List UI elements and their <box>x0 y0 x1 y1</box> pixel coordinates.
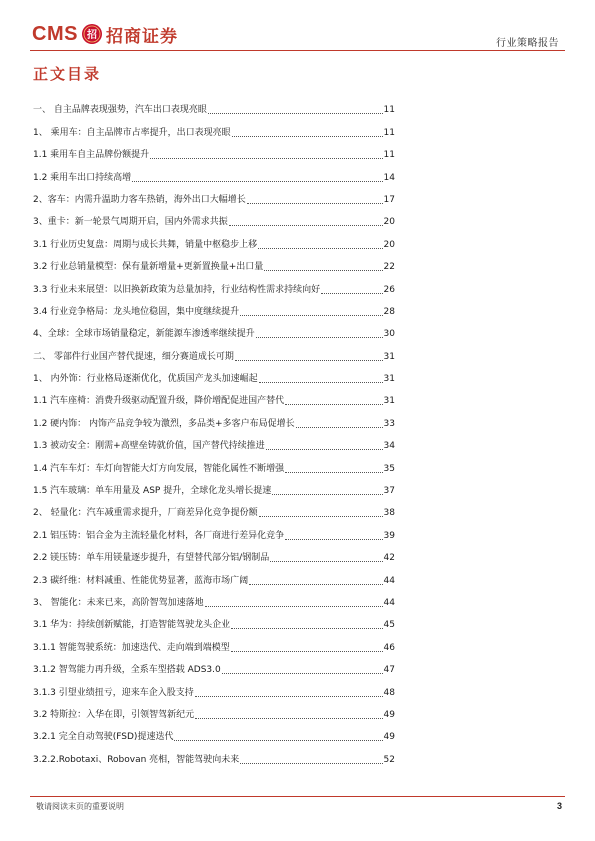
toc-leader-dots <box>231 628 382 629</box>
report-type-label: 行业策略报告 <box>496 38 559 49</box>
toc-leader-dots <box>208 113 383 114</box>
toc-leader-dots <box>247 203 383 204</box>
toc-entry[interactable] <box>33 251 395 273</box>
toc-entry[interactable] <box>33 273 395 295</box>
toc-entry-title: 3.1.2 智驾能力再升级，全系车型搭载 ADS3.0 <box>33 665 221 676</box>
toc-entry-title: 1.1 汽车座椅：消费升级驱动配置升级，降价增配促进国产替代 <box>33 396 285 407</box>
toc-leader-dots <box>222 673 383 674</box>
toc-entry-page: 52 <box>383 754 395 765</box>
toc-entry-page: 33 <box>383 418 395 429</box>
toc-entry-title: 3、重卡：新一轮景气周期开启，国内外需求共振 <box>33 217 228 228</box>
toc-entry-page: 30 <box>383 329 395 340</box>
toc-leader-dots <box>231 651 383 652</box>
toc-entry[interactable] <box>33 139 395 161</box>
toc-leader-dots <box>132 181 382 182</box>
toc-entry-page: 31 <box>383 374 395 385</box>
toc-entry[interactable] <box>33 542 395 564</box>
header-divider <box>30 50 565 51</box>
toc-entry[interactable] <box>33 587 395 609</box>
toc-entry-title: 2.3 碳纤维：材料减重、性能优势显著，蓝海市场广阔 <box>33 575 249 586</box>
toc-entry-page: 38 <box>383 508 395 519</box>
toc-leader-dots <box>256 337 383 338</box>
toc-leader-dots <box>285 472 382 473</box>
footer-divider <box>30 796 565 797</box>
toc-entry-title: 1.4 汽车车灯：车灯向智能大灯方向发展，智能化属性不断增强 <box>33 463 285 474</box>
toc-entry-title: 3.1.1 智能驾驶系统：加速迭代、走向端到端模型 <box>33 642 230 653</box>
toc-entry[interactable] <box>33 94 395 116</box>
toc-entry-title: 2.2 镁压铸：单车用镁量逐步提升，有望替代部分铝/钢制品 <box>33 553 270 564</box>
toc-entry-title: 1.2 乘用车出口持续高增 <box>33 172 132 183</box>
toc-entry-title: 1.5 汽车玻璃：单车用量及 ASP 提升，全球化龙头增长提速 <box>33 486 272 497</box>
toc-entry[interactable] <box>33 363 395 385</box>
toc-entry-title: 3.2.1 完全自动驾驶(FSD)提速迭代 <box>33 732 174 743</box>
toc-leader-dots <box>259 382 383 383</box>
company-logo <box>32 22 178 46</box>
toc-entry-title: 3.1 华为：持续创新赋能，打造智能驾驶龙头企业 <box>33 620 231 631</box>
toc-entry[interactable] <box>33 340 395 362</box>
toc-entry-page: 31 <box>383 396 395 407</box>
toc-entry-page: 49 <box>383 732 395 743</box>
toc-entry[interactable] <box>33 206 395 228</box>
toc-entry-page: 26 <box>383 284 395 295</box>
toc-entry-title: 3.4 行业竞争格局：龙头地位稳固，集中度继续提升 <box>33 306 240 317</box>
toc-leader-dots <box>285 539 382 540</box>
toc-entry-page: 35 <box>383 463 395 474</box>
toc-entry[interactable] <box>33 654 395 676</box>
toc-leader-dots <box>296 427 383 428</box>
toc-entry-title: 2.1 铝压铸：铝合金为主流轻量化材料，各厂商进行差异化竞争 <box>33 530 285 541</box>
logo-seal-icon <box>81 23 103 45</box>
toc-entry-page: 46 <box>383 642 395 653</box>
toc-entry[interactable] <box>33 296 395 318</box>
toc-leader-dots <box>240 315 382 316</box>
toc-entry-title: 3、 智能化：未来已来，高阶智驾加速落地 <box>33 597 204 608</box>
toc-entry-page: 20 <box>383 217 395 228</box>
toc-entry-page: 44 <box>383 597 395 608</box>
toc-leader-dots <box>285 404 382 405</box>
logo-text: CMS <box>32 22 78 45</box>
toc-entry[interactable] <box>33 631 395 653</box>
page-header <box>0 0 595 52</box>
toc-entry-page: 11 <box>383 105 395 116</box>
toc-leader-dots <box>249 584 382 585</box>
toc-entry-title: 4、全球：全球市场销量稳定，新能源车渗透率继续提升 <box>33 329 255 340</box>
toc-entry[interactable] <box>33 452 395 474</box>
toc-entry[interactable] <box>33 721 395 743</box>
toc-entry-page: 34 <box>383 441 395 452</box>
logo-seal-text: 招 <box>86 30 97 41</box>
toc-leader-dots <box>270 561 382 562</box>
toc-entry-title: 3.2.2.Robotaxi、Robovan 亮相，智能驾驶向未来 <box>33 754 240 765</box>
toc-entry[interactable] <box>33 475 395 497</box>
toc-entry-title: 1.2 硬内饰： 内饰产品竞争较为激烈，多品类+多客户布局促增长 <box>33 418 295 429</box>
toc-entry-page: 11 <box>383 127 395 138</box>
toc-entry[interactable] <box>33 318 395 340</box>
toc-leader-dots <box>235 360 383 361</box>
toc-entry-title: 2、客车：内需升温助力客车热销，海外出口大幅增长 <box>33 194 246 205</box>
toc-entry-title: 1.3 被动安全：刚需+高壁垒铸就价值，国产替代持续推进 <box>33 441 265 452</box>
toc-entry-page: 11 <box>383 150 395 161</box>
toc-entry[interactable] <box>33 609 395 631</box>
table-of-contents <box>33 94 395 766</box>
toc-leader-dots <box>264 270 382 271</box>
toc-entry-page: 48 <box>383 687 395 698</box>
toc-entry[interactable] <box>33 430 395 452</box>
page-number: 3 <box>556 801 562 811</box>
toc-entry-page: 28 <box>383 306 395 317</box>
toc-entry[interactable] <box>33 564 395 586</box>
toc-entry-page: 17 <box>383 194 395 205</box>
toc-entry[interactable] <box>33 228 395 250</box>
toc-entry-page: 44 <box>383 575 395 586</box>
toc-leader-dots <box>232 136 383 137</box>
toc-entry-title: 3.1.3 引望业绩扭亏，迎来车企入股支持 <box>33 687 194 698</box>
toc-entry-title: 3.2 特斯拉：入华在即，引领智驾新纪元 <box>33 709 195 720</box>
toc-entry[interactable] <box>33 676 395 698</box>
toc-leader-dots <box>205 606 383 607</box>
toc-entry-title: 1.1 乘用车自主品牌份额提升 <box>33 150 150 161</box>
toc-entry-page: 47 <box>383 665 395 676</box>
toc-entry-title: 3.3 行业未来展望：以旧换新政策为总量加持，行业结构性需求持续向好 <box>33 284 321 295</box>
toc-entry[interactable] <box>33 699 395 721</box>
toc-entry-page: 31 <box>383 351 395 362</box>
toc-leader-dots <box>240 763 382 764</box>
toc-entry-page: 39 <box>383 530 395 541</box>
toc-leader-dots <box>195 718 382 719</box>
toc-leader-dots <box>259 516 383 517</box>
toc-entry[interactable] <box>33 497 395 519</box>
toc-entry[interactable] <box>33 116 395 138</box>
toc-entry-title: 2、 轻量化：汽车减重需求提升，厂商差异化竞争提份额 <box>33 508 258 519</box>
toc-entry-page: 49 <box>383 709 395 720</box>
toc-entry-page: 20 <box>383 239 395 250</box>
toc-entry[interactable] <box>33 743 395 765</box>
toc-leader-dots <box>258 248 382 249</box>
toc-leader-dots <box>266 449 383 450</box>
toc-entry-title: 二、 零部件行业国产替代提速，细分赛道成长可期 <box>33 351 234 362</box>
toc-leader-dots <box>229 225 383 226</box>
toc-entry-page: 14 <box>383 172 395 183</box>
toc-entry-page: 45 <box>383 620 395 631</box>
toc-entry-page: 22 <box>383 262 395 273</box>
toc-leader-dots <box>174 740 382 741</box>
toc-entry[interactable] <box>33 184 395 206</box>
toc-entry-title: 3.2 行业总销量模型：保有量新增量+更新置换量+出口量 <box>33 262 264 273</box>
toc-entry-title: 一、 自主品牌表现强势，汽车出口表现亮眼 <box>33 105 207 116</box>
toc-entry[interactable] <box>33 407 395 429</box>
toc-leader-dots <box>195 696 383 697</box>
toc-title: 正文目录 <box>33 65 102 83</box>
toc-leader-dots <box>272 494 382 495</box>
toc-entry-page: 42 <box>383 553 395 564</box>
toc-leader-dots <box>321 293 382 294</box>
footer-disclaimer: 敬请阅读末页的重要说明 <box>36 802 124 811</box>
company-name: 招商证券 <box>105 26 178 47</box>
toc-entry[interactable] <box>33 385 395 407</box>
toc-entry[interactable] <box>33 519 395 541</box>
toc-entry[interactable] <box>33 161 395 183</box>
toc-entry-title: 1、 乘用车：自主品牌市占率提升，出口表现亮眼 <box>33 127 231 138</box>
toc-entry-page: 37 <box>383 486 395 497</box>
toc-entry-title: 3.1 行业历史复盘：周期与成长共舞，销量中枢稳步上移 <box>33 239 258 250</box>
toc-entry-title: 1、 内外饰：行业格局逐渐优化，优质国产龙头加速崛起 <box>33 374 258 385</box>
toc-leader-dots <box>150 158 382 159</box>
